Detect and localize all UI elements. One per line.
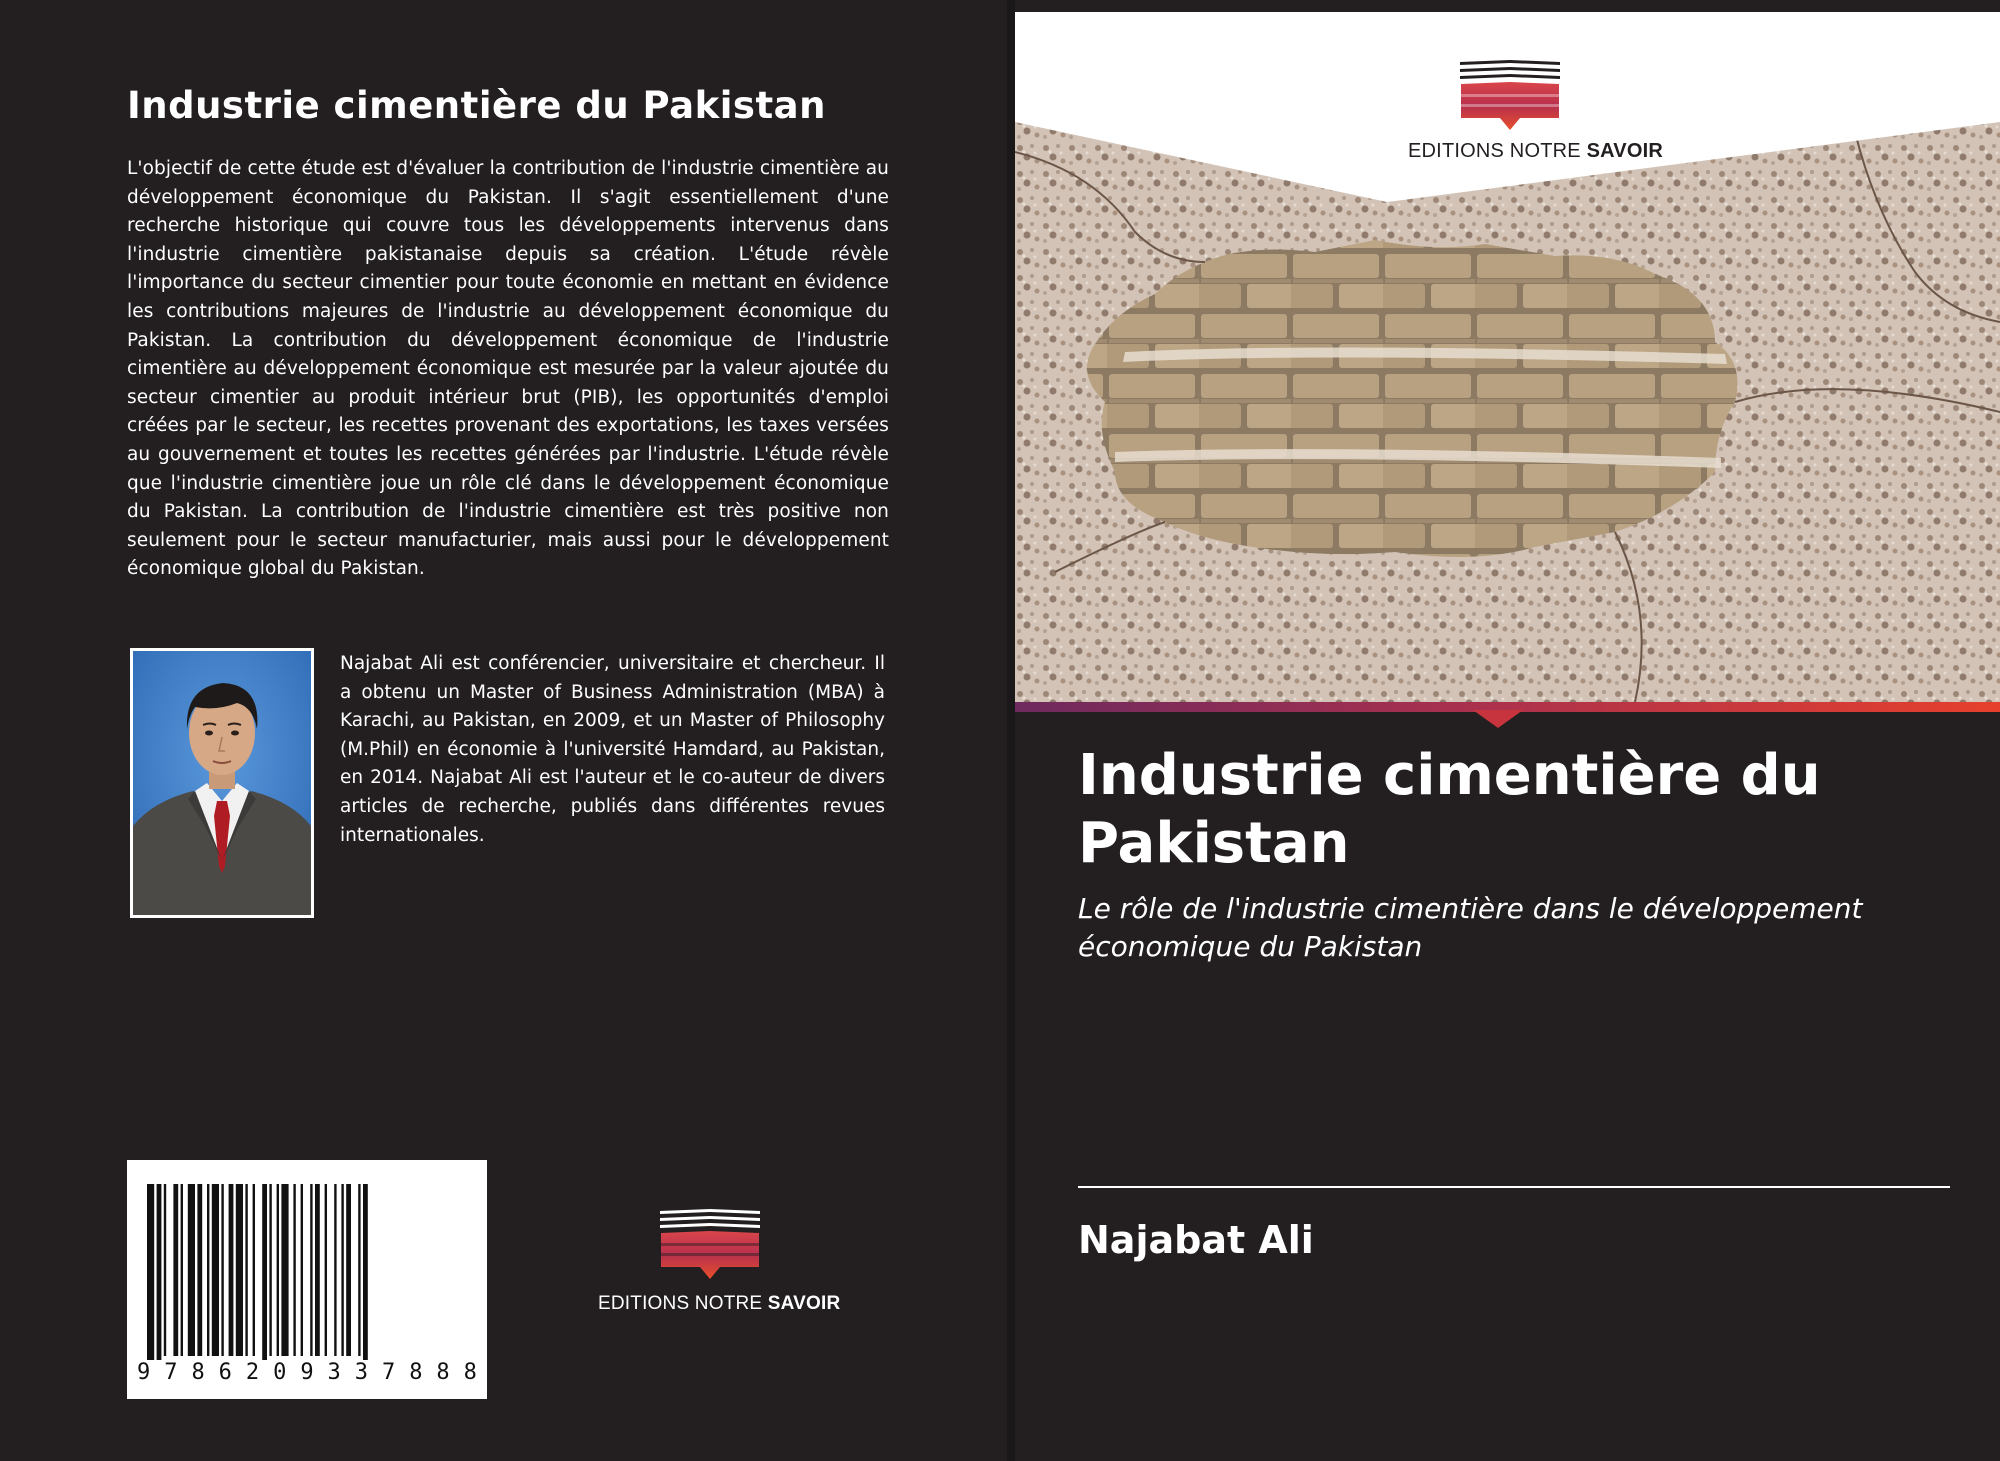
barcode-bar (334, 1184, 336, 1356)
barcode-bar (164, 1184, 166, 1356)
isbn-barcode-icon (127, 1160, 487, 1360)
barcode-bar (229, 1184, 234, 1356)
back-publisher-name: EDITIONS NOTRE SAVOIR (598, 1293, 841, 1314)
barcode-digit: 8 (409, 1360, 423, 1385)
barcode-bar (212, 1184, 219, 1356)
barcode-digit: 8 (463, 1360, 477, 1385)
barcode-bar (281, 1184, 288, 1356)
stacked-books-icon (1345, 58, 1675, 138)
barcode-bar (363, 1184, 368, 1360)
barcode-bar (315, 1184, 320, 1356)
barcode-bar (181, 1184, 183, 1356)
stacked-books-icon (590, 1205, 830, 1285)
barcode-digit: 2 (245, 1360, 260, 1385)
barcode-bar (245, 1184, 247, 1356)
back-cover-blurb: L'objectif de cette étude est d'évaluer la contribution de l'industrie cimentière au développement économique du Pakistan. Il s'agit essentiellement d'une recherche historique qui couvre tous les développements intervenus dans l'industrie cimentière pakistanaise depuis sa création. L'étude révèle l'importance du secteur cimentier pour toute économie en mettant en évidence les contributions majeures de l'industrie au développement économique du Pakistan. La contribution du développement économique de l'industrie cimentière au développement économique est mesurée par la valeur ajoutée du secteur cimentier au produit intérieur brut (PIB), les opportunités d'emploi créées par le secteur, les recettes provenant des exportations, les taxes versées au gouvernement et toutes les recettes générées par l'industrie. L'étude révèle que l'industrie cimentière joue un rôle clé dans le développement économique du Pakistan. La contribution de l'industrie cimentière est très positive non seulement pour le secteur manufacturier, mais aussi pour le développement économique global du Pakistan. (127, 158, 889, 580)
barcode-bar (197, 1184, 202, 1356)
front-cover-subtitle: Le rôle de l'industrie cimentière dans le développement économique du Pakistan (1078, 892, 1863, 963)
barcode-digit: 7 (164, 1360, 178, 1385)
barcode-bar (325, 1184, 327, 1356)
barcode-bar (269, 1184, 271, 1356)
barcode-bar (236, 1184, 243, 1356)
front-publisher-name: EDITIONS NOTRE SAVOIR (1408, 140, 1663, 162)
barcode-digits (137, 1360, 477, 1385)
barcode-digit: 3 (327, 1360, 341, 1385)
author-portrait-icon (133, 651, 311, 915)
barcode-bar (358, 1184, 360, 1356)
barcode-digit: 7 (381, 1360, 396, 1385)
barcode-bar (221, 1184, 223, 1356)
back-cover-title: Industrie cimentière du Pakistan (127, 84, 826, 127)
barcode-bar (301, 1184, 303, 1356)
front-cover-title: Industrie cimentière du Pakistan (1078, 743, 1821, 876)
barcode-bar (341, 1184, 343, 1356)
barcode-bar (207, 1184, 209, 1356)
front-cover (1015, 0, 2000, 1461)
barcode-digit: 8 (436, 1360, 450, 1385)
barcode-bar (253, 1184, 255, 1356)
barcode-bar (188, 1184, 195, 1356)
barcode-bar (147, 1184, 154, 1360)
author-bio: Najabat Ali est conférencier, universitaire et chercheur. Il a obtenu un Master of Business Administration (MBA) à Karachi, au Pakistan, en 2009, et un Master of Philosophy (M.Phil) en économie à l'université Hamdard, au Pakistan, en 2014. Najabat Ali est l'auteur et le co-auteur de divers articles de recherche, publiés dans différentes revues internationales. (340, 653, 885, 846)
barcode-bar (293, 1184, 295, 1356)
barcode-digit: 9 (300, 1360, 314, 1385)
barcode-digit: 9 (137, 1360, 151, 1385)
barcode-digit: 6 (218, 1360, 232, 1385)
back-publisher-logo (590, 1205, 841, 1325)
isbn-barcode (127, 1160, 487, 1399)
barcode-bar (157, 1184, 162, 1360)
front-cover-author: Najabat Ali (1078, 1218, 1314, 1262)
barcode-digit: 0 (273, 1360, 287, 1385)
title-divider (1078, 1186, 1950, 1188)
barcode-bar (277, 1184, 279, 1356)
front-publisher-logo (1345, 58, 1675, 168)
accent-notch-icon (1473, 710, 1523, 730)
barcode-digit: 3 (354, 1360, 368, 1385)
author-photo (130, 648, 314, 918)
barcode-bar (262, 1184, 267, 1360)
barcode-digit: 8 (191, 1360, 205, 1385)
barcode-bar (173, 1184, 178, 1356)
barcode-bar (310, 1184, 312, 1356)
barcode-bar (346, 1184, 351, 1356)
